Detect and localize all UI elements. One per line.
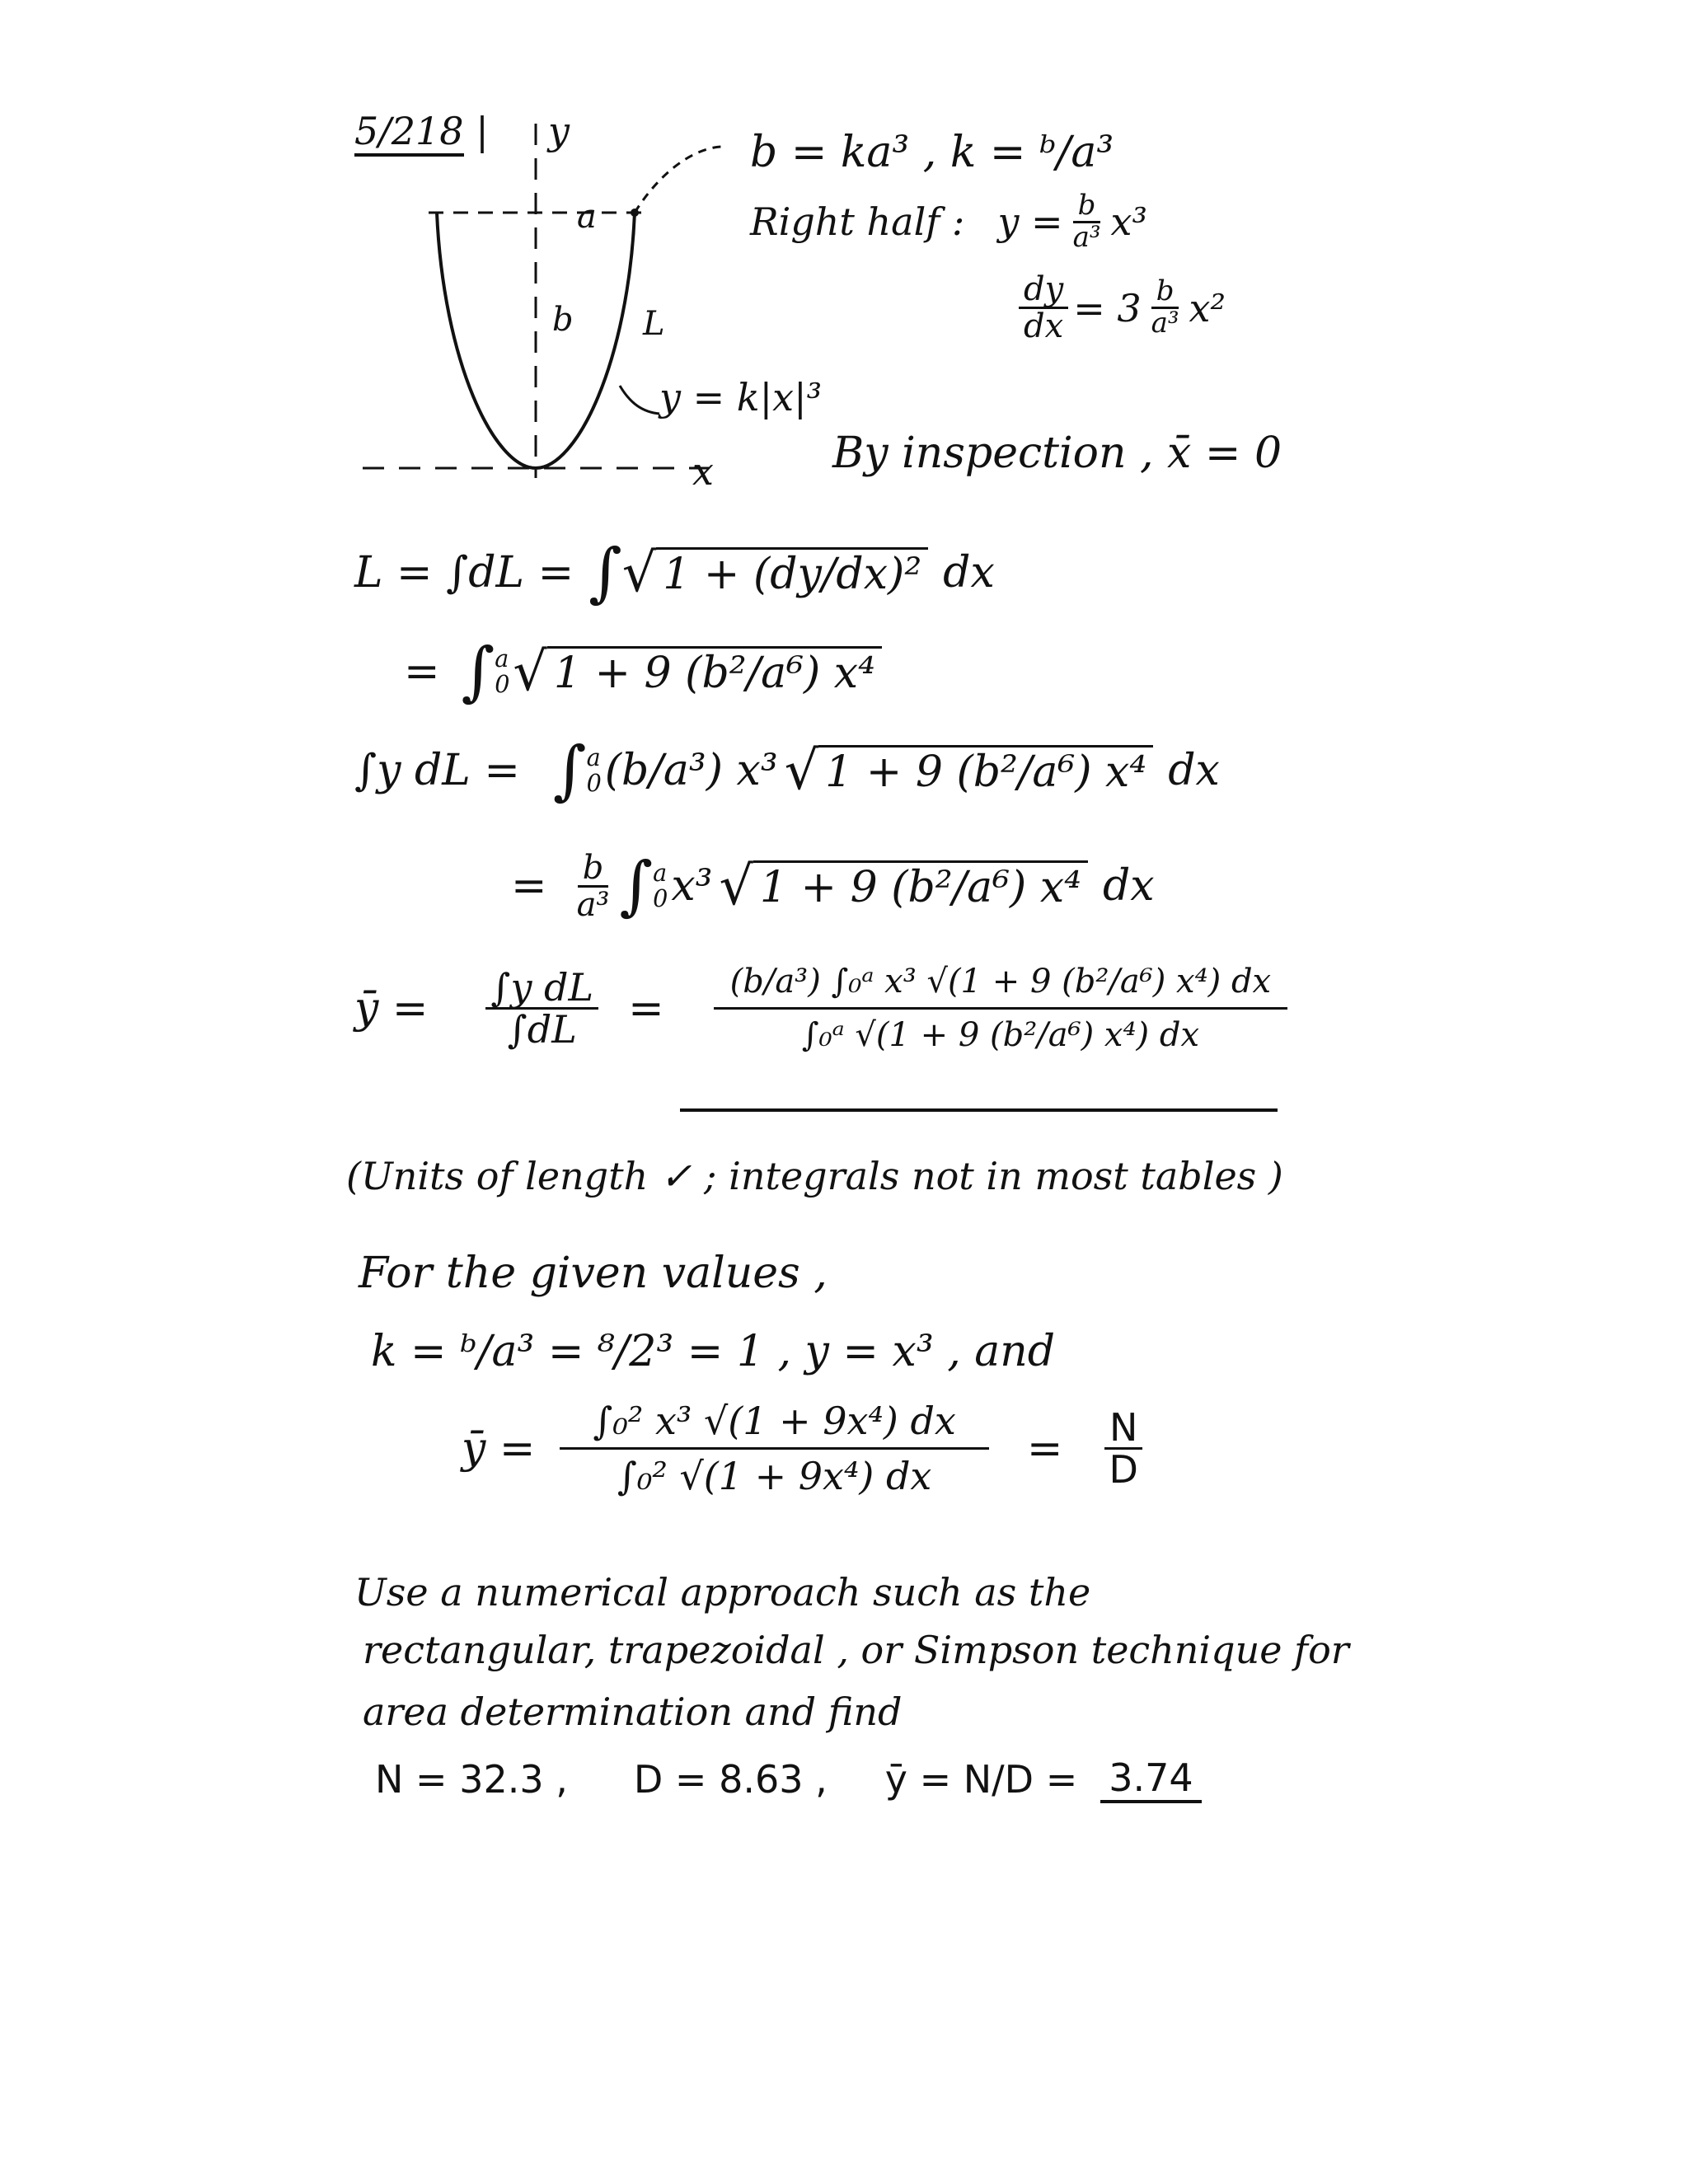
- integral-limits: a 0: [653, 858, 668, 912]
- right-half-line: [750, 191, 1147, 252]
- ydl-equation-2: [511, 849, 1155, 923]
- right-half-label: Right half :: [750, 199, 965, 245]
- result-D: D = 8.63 ,: [633, 1757, 828, 1802]
- sqrt-icon: √: [719, 855, 753, 917]
- label-a: a: [577, 198, 597, 236]
- ybar-big-den: ∫₀ᵃ √(1 + 9 (b²/a⁶) x⁴) dx: [801, 1016, 1199, 1054]
- length-lhs: L = ∫dL =: [354, 548, 574, 598]
- integral-sign: ∫: [552, 733, 587, 808]
- inspection-line: By inspection , x̄ = 0: [832, 429, 1282, 478]
- parabola-diagram: [346, 115, 725, 494]
- closing-line3: area determination and find: [363, 1690, 903, 1734]
- result-line: [375, 1755, 1202, 1803]
- curve-label: y = k|x|³: [659, 375, 823, 419]
- given-D: D: [1109, 1447, 1138, 1493]
- derivative-b-over-a3: $\frac{b}{\text{a³}}$: [1151, 274, 1179, 340]
- given-intro: For the given values ,: [359, 1249, 828, 1298]
- length-dx: dx: [943, 548, 995, 598]
- ybar-lhs: ȳ =: [354, 983, 429, 1033]
- curve-label-leader: [620, 386, 659, 414]
- dy-dx-fraction: [1019, 272, 1068, 344]
- fraction-b: b: [1073, 191, 1101, 223]
- ybar-small-den: ∫dL: [507, 1007, 577, 1052]
- given-ybar-equation: [462, 1401, 1148, 1497]
- ydl-lhs: ∫y dL =: [354, 746, 520, 795]
- given-denominator: ∫₀² √(1 + 9x⁴) dx: [617, 1454, 932, 1499]
- derivative-end: x²: [1189, 285, 1226, 330]
- ydl2-radicand: 1 + 9 (b²/a⁶) x⁴: [753, 860, 1088, 912]
- b-over-a3-fraction: [1068, 191, 1106, 252]
- result-N: N = 32.3 ,: [375, 1757, 568, 1802]
- result-rule: [680, 1108, 1278, 1112]
- sqrt-icon: √: [621, 541, 657, 604]
- dx-label: dx: [1024, 307, 1064, 345]
- integral-limits: a 0: [586, 743, 602, 797]
- result-answer: 3.74: [1100, 1755, 1201, 1803]
- problem-number: 5/218 |: [354, 109, 489, 153]
- dy-label: dy: [1019, 272, 1068, 309]
- length-radicand: 1 + (dy/dx)²: [656, 547, 928, 599]
- given-k-line: k = ᵇ/a³ = ⁸/2³ = 1 , y = x³ , and: [371, 1327, 1056, 1376]
- axis-x-label: x: [692, 449, 714, 494]
- length2-prefix: =: [404, 647, 440, 696]
- units-note: (Units of length ✓ ; integrals not in most tables ): [346, 1154, 1283, 1198]
- n-over-d-fraction: [1104, 1405, 1142, 1493]
- given-ybar-lhs: ȳ =: [462, 1423, 536, 1474]
- ydl2-prefix: =: [511, 861, 547, 911]
- label-b: b: [552, 301, 574, 339]
- ydl-equation: [354, 733, 1220, 808]
- sqrt-icon: √: [784, 739, 819, 802]
- ydl-coef: (b/a³) x³: [604, 746, 778, 795]
- given-N: N: [1104, 1408, 1142, 1450]
- ybar-big-fraction: [714, 964, 1287, 1052]
- integral-sign: ∫: [588, 536, 622, 610]
- right-half-eq-rhs: x³: [1110, 199, 1147, 245]
- integral-sign: ∫: [461, 635, 495, 709]
- fraction-a3: a³: [1072, 220, 1101, 254]
- ybar-big-num: (b/a³) ∫₀ᵃ x³ √(1 + 9 (b²/a⁶) x⁴) dx: [714, 964, 1287, 1010]
- ydl2-dx: dx: [1103, 861, 1155, 911]
- integral-limits: a 0: [495, 644, 510, 698]
- length-equation-2: [404, 635, 882, 709]
- axis-y-label: y: [548, 109, 570, 153]
- corner-point: [631, 209, 639, 217]
- given-eq: =: [1026, 1423, 1063, 1474]
- result-ybar: ȳ = N/D =: [884, 1757, 1078, 1802]
- given-ybar-fraction: [560, 1401, 988, 1497]
- ydl-dx: dx: [1168, 746, 1220, 795]
- closing-line2: rectangular, trapezoidal , or Simpson technique for: [363, 1628, 1349, 1672]
- header-line1: b = ka³ , k = ᵇ/a³: [750, 128, 1114, 177]
- sqrt-icon: √: [513, 640, 547, 703]
- derivative-line: [1014, 272, 1226, 344]
- ybar-small-num: ∫y dL: [485, 968, 598, 1010]
- derivative-mid: = 3: [1073, 285, 1142, 330]
- closing-line1: Use a numerical approach such as the: [354, 1570, 1091, 1615]
- integral-sign: ∫: [619, 849, 654, 923]
- ydl2-b-over-a3: $\frac{b}{\text{a³}}$: [576, 848, 610, 924]
- ybar-small-fraction: [485, 964, 598, 1052]
- ydl2-x3: x³: [671, 861, 713, 911]
- corner-pointer: [635, 147, 721, 213]
- length-equation: [354, 536, 995, 610]
- label-L: L: [643, 305, 665, 343]
- ybar-eq: =: [628, 983, 664, 1033]
- length2-radicand: 1 + 9 (b²/a⁶) x⁴: [547, 646, 882, 698]
- right-half-eq-lhs: y =: [997, 199, 1063, 245]
- ydl-radicand: 1 + 9 (b²/a⁶) x⁴: [818, 745, 1153, 797]
- ybar-equation: [354, 964, 1292, 1052]
- given-numerator: ∫₀² x³ √(1 + 9x⁴) dx: [560, 1401, 988, 1450]
